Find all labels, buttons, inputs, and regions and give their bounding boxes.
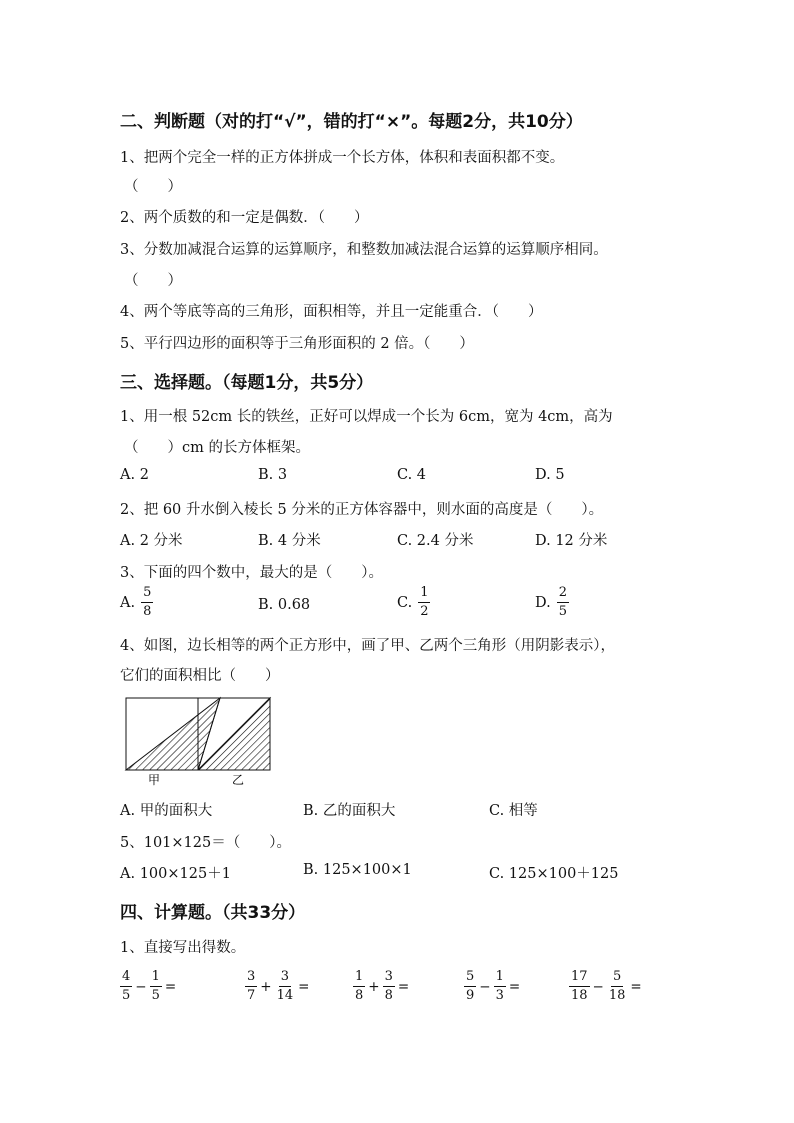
fraction: $\frac{2}{5}$: [558, 585, 567, 620]
judge-answer-blank-1[interactable]: （ ）: [124, 179, 182, 195]
q5-option-b[interactable]: B. 125×100×1: [303, 862, 412, 878]
q4-option-b[interactable]: B. 乙的面积大: [303, 803, 396, 819]
judge-question-5: 5、平行四边形的面积等于三角形面积的 2 倍。（ ）: [120, 336, 474, 352]
choice-question-4-cont: 它们的面积相比（ ）: [120, 668, 280, 684]
judge-question-4: 4、两个等底等高的三角形，面积相等，并且一定能重合．（ ）: [120, 304, 543, 320]
q3-option-d[interactable]: [535, 586, 571, 620]
judge-answer-blank-3[interactable]: （ ）: [124, 273, 182, 289]
choice-question-3: 3、下面的四个数中，最大的是（ ）。: [120, 565, 383, 581]
judge-question-1: 1、把两个完全一样的正方体拼成一个长方体，体积和表面积都不变。: [120, 150, 565, 166]
section-3-title: 三、选择题。（每题1分，共5分）: [120, 373, 374, 393]
q3-option-c-label: C.: [397, 594, 413, 611]
fraction: $\frac{1}{2}$: [420, 585, 429, 620]
section-4-title: 四、计算题。（共33分）: [120, 903, 306, 923]
calc-question-1: 1、直接写出得数。: [120, 940, 246, 956]
calc-expression-5: $\frac{17}{18}$ − $\frac{5}{18}$ =: [571, 969, 642, 1004]
q3-option-c[interactable]: [397, 586, 432, 620]
two-squares-figure: [120, 693, 280, 787]
choice-question-4: 4、如图，边长相等的两个正方形中，画了甲、乙两个三角形（用阴影表示），: [120, 638, 615, 654]
section-2-title: 二、判断题（对的打“√”，错的打“×”。每题2分，共10分）: [120, 112, 583, 132]
q3-option-b[interactable]: B. 0.68: [258, 597, 311, 613]
label-yi: 乙: [232, 773, 245, 787]
judge-question-2: 2、两个质数的和一定是偶数．（ ）: [120, 210, 369, 226]
q1-option-d[interactable]: D. 5: [535, 467, 565, 483]
choice-question-5: 5、101×125＝（ ）。: [120, 835, 291, 851]
q3-option-a-label: A.: [120, 594, 136, 611]
q5-option-a[interactable]: A. 100×125＋1: [120, 866, 231, 882]
calc-expression-1: $\frac{4}{5}$ − $\frac{1}{5}$ =: [122, 969, 177, 1004]
q2-option-c[interactable]: C. 2.4 分米: [397, 533, 474, 549]
q2-option-b[interactable]: B. 4 分米: [258, 533, 321, 549]
label-jia: 甲: [148, 773, 161, 787]
q5-option-c[interactable]: C. 125×100＋125: [489, 866, 619, 882]
q3-option-d-label: D.: [535, 594, 551, 611]
q2-option-d[interactable]: D. 12 分米: [535, 533, 608, 549]
q2-option-a[interactable]: A. 2 分米: [120, 533, 183, 549]
q1-option-b[interactable]: B. 3: [258, 467, 288, 483]
q4-option-c[interactable]: C. 相等: [489, 803, 538, 819]
calc-expression-3: $\frac{1}{8}$ + $\frac{3}{8}$ =: [355, 969, 410, 1004]
q3-option-a[interactable]: [120, 586, 155, 620]
calc-expression-4: $\frac{5}{9}$ − $\frac{1}{3}$ =: [466, 969, 521, 1004]
choice-question-1-cont: （ ）cm 的长方体框架。: [124, 440, 310, 456]
choice-question-1: 1、用一根 52cm 长的铁丝，正好可以焊成一个长为 6cm，宽为 4cm，高为: [120, 409, 613, 425]
q4-option-a[interactable]: A. 甲的面积大: [120, 803, 213, 819]
triangle-jia: [126, 698, 220, 770]
q1-option-a[interactable]: A. 2: [120, 467, 149, 483]
calc-expression-2: $\frac{3}{7}$ + $\frac{3}{14}$ =: [247, 969, 310, 1004]
judge-question-3: 3、分数加减混合运算的运算顺序，和整数加减法混合运算的运算顺序相同。: [120, 242, 608, 258]
fraction: $\frac{5}{8}$: [143, 585, 152, 620]
q1-option-c[interactable]: C. 4: [397, 467, 427, 483]
choice-question-2: 2、把 60 升水倒入棱长 5 分米的正方体容器中，则水面的高度是（ ）。: [120, 502, 604, 518]
